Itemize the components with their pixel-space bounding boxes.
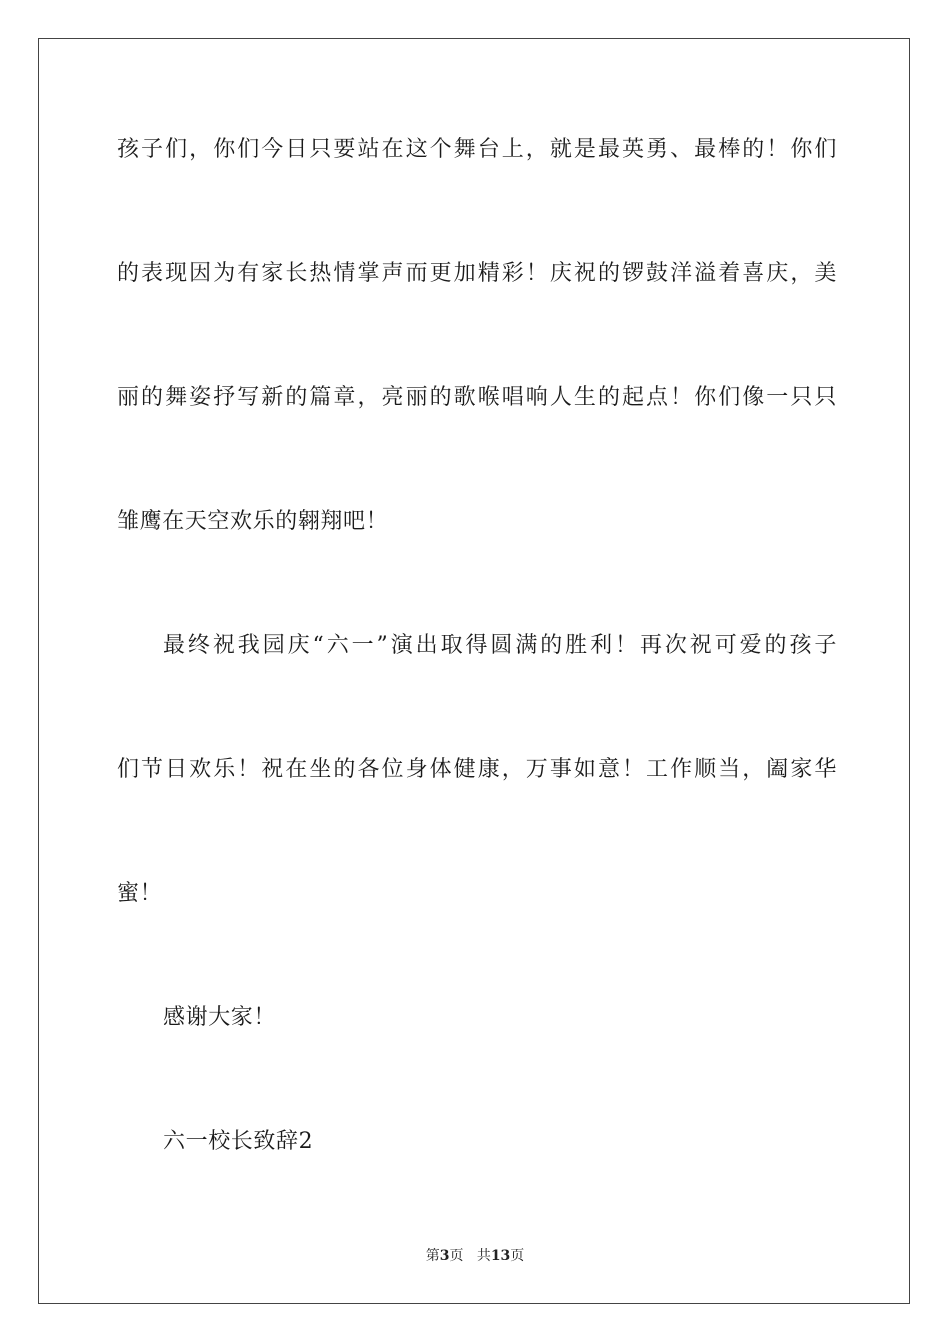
footer-page-total: 13 <box>490 1248 511 1264</box>
body-line-3: 丽的舞姿抒写新的篇章，亮丽的歌喉唱响人生的起点！你们像一只只 <box>117 385 837 410</box>
page-border <box>38 38 910 1304</box>
footer-total-prefix: 共 <box>476 1248 491 1264</box>
body-line-4: 雏鹰在天空欢乐的翱翔吧！ <box>117 509 389 534</box>
page-footer <box>0 1247 950 1265</box>
body-line-5: 最终祝我园庆“六一”演出取得圆满的胜利！再次祝可爱的孩子 <box>163 633 837 658</box>
body-line-1: 孩子们，你们今日只要站在这个舞台上，就是最英勇、最棒的！你们 <box>117 137 837 162</box>
section-heading: 六一校长致辞2 <box>163 1129 314 1154</box>
body-line-7: 蜜！ <box>117 881 163 906</box>
footer-page-current: 3 <box>439 1248 450 1264</box>
footer-page-suffix: 页 <box>449 1248 464 1264</box>
footer-total-suffix: 页 <box>510 1248 525 1264</box>
body-line-6: 们节日欢乐！祝在坐的各位身体健康，万事如意！工作顺当，阖家华 <box>117 757 837 782</box>
closing-line: 感谢大家！ <box>163 1005 277 1030</box>
footer-page-prefix: 第 <box>425 1248 440 1264</box>
body-line-2: 的表现因为有家长热情掌声而更加精彩！庆祝的锣鼓洋溢着喜庆，美 <box>117 261 837 286</box>
